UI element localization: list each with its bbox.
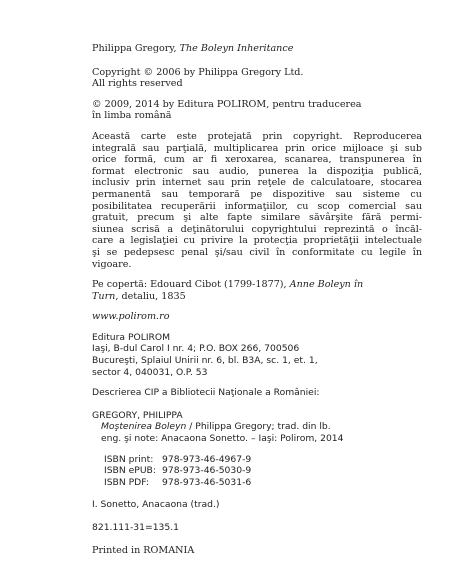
classification-code: 821.111-31=135.1 [92,522,179,533]
cover-credit-line-2 [92,291,422,303]
cover-prefix: Pe copertă: Edouard Cibot (1799-1877), [92,279,290,291]
cip-translation-line: eng. şi note: Anacaona Sonetto. – Iaşi: Polirom, 2014 [101,433,344,445]
translation-rights-line-2: în limba română [92,110,172,122]
website: www.polirom.ro [92,311,170,323]
translation-rights-line-1: © 2009, 2014 by Editura POLIROM, pentru traducerea [92,98,362,110]
isbn-list [92,454,422,489]
translator-entry: I. Sonetto, Anacaona (trad.) [92,499,220,511]
copyright-page [92,43,422,556]
isbn-label: ISBN print: [104,453,154,465]
cover-work-title-end: Turn [92,290,116,302]
legal-line: format electronic sau audio, punerea la dispoziţia publică, [92,165,422,177]
cip-title: Moştenirea Boleyn [101,421,187,433]
isbn-row [92,477,422,489]
isbn-label: ISBN PDF: [104,476,149,488]
legal-notice [92,131,422,270]
publisher-address-iasi: Iaşi, B-dul Carol I nr. 4; P.O. BOX 266, 700506 [92,343,300,355]
cip-heading: Descrierea CIP a Bibliotecii Naţionale a României: [92,387,320,399]
rights-line: All rights reserved [92,78,183,90]
book-title: The Boleyn Inheritance [179,43,294,54]
legal-line: vigoare. [92,258,132,270]
isbn-value: 978-973-46-5031-6 [162,476,252,488]
legal-line: permanentă sau temporară pe dispozitive sau sisteme cu [92,188,422,200]
cover-credit [92,279,422,302]
legal-line: inclusiv prin internet sau prin reţele de calculatoare, stocarea [92,177,422,189]
legal-line: care a legislaţiei cu privire la protecţia proprietăţii intelectuale [92,235,422,247]
isbn-row [92,454,422,466]
legal-line: posibilitatea recuperării informaţiilor, cu scop comercial sau [92,200,422,212]
legal-line: gratuit, precum şi alte fapte similare săvârşite fără permi- [92,212,422,224]
legal-line: siunea scrisă a deţinătorului copyrightului reprezintă o încăl- [92,223,422,235]
publisher-info [92,332,422,378]
copyright-line: Copyright © 2006 by Philippa Gregory Ltd. [92,66,304,78]
publisher-address-sector: sector 4, 040031, O.P. 53 [92,366,208,378]
isbn-row [92,465,422,477]
cip-title-line [92,421,422,433]
author-name: Philippa Gregory, [92,43,180,54]
cip-record [92,410,422,489]
cover-suffix: , detaliu, 1835 [115,290,186,302]
copyright-notice [92,67,422,90]
isbn-value: 978-973-46-5030-9 [162,465,252,477]
translation-rights [92,99,422,122]
publisher-address-bucuresti: Bucureşti, Splaiul Unirii nr. 6, bl. B3A, sc. 1, et. 1, [92,355,318,367]
printed-in: Printed in ROMANIA [92,544,195,556]
legal-line: orice formă, cum ar fi xeroxarea, scanarea, transpunerea în [92,154,422,166]
publisher-name: Editura POLIROM [92,331,171,343]
legal-line: Această carte este protejată prin copyright. Reproducerea [92,130,422,142]
cover-work-title: Anne Boleyn în [289,279,364,291]
book-header [92,43,422,55]
cover-credit-line-1 [92,279,422,291]
isbn-value: 978-973-46-4967-9 [162,453,252,465]
cip-title-rest: / Philippa Gregory; trad. din lb. [186,421,331,433]
isbn-label: ISBN ePUB: [104,465,156,477]
cip-author: GREGORY, PHILIPPA [92,409,183,421]
legal-line: şi se pedepsesc penal şi/sau civil în conformitate cu legile în [92,246,422,258]
legal-line: integrală sau parţială, multiplicarea prin orice mijloace şi sub [92,142,422,154]
